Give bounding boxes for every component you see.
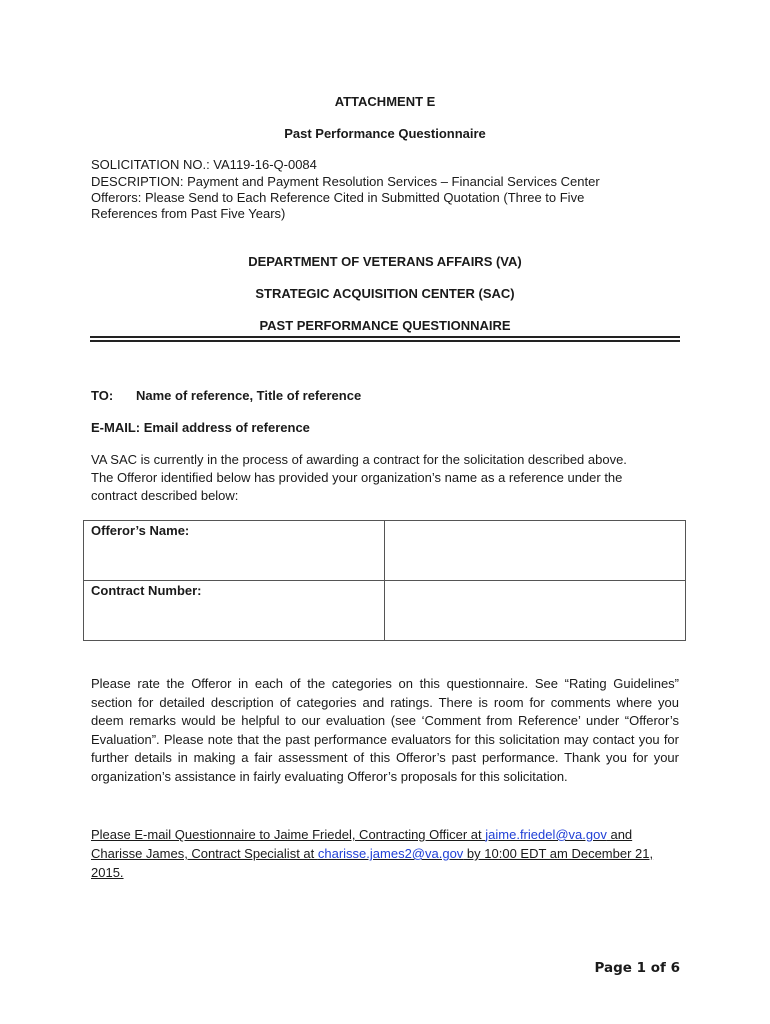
offerors-instruction-line-2: References from Past Five Years): [91, 206, 286, 221]
to-label: TO:: [91, 388, 114, 403]
offerors-instruction-line-1: Offerors: Please Send to Each Reference Cited in Submitted Quotation (Three to Five: [91, 190, 585, 205]
divider-top: [90, 336, 680, 338]
intro-line-1: VA SAC is currently in the process of awarding a contract for the solicitation described above.: [91, 452, 627, 467]
email-instructions-text-1: Please E-mail Questionnaire to Jaime Friedel, Contracting Officer at: [91, 827, 486, 842]
email-line: E-MAIL: Email address of reference: [91, 420, 310, 435]
email-instructions-text-2: and Charisse James, Contract Specialist at: [91, 827, 633, 861]
contract-number-field[interactable]: [385, 581, 686, 641]
questionnaire-title: PAST PERFORMANCE QUESTIONNAIRE: [259, 318, 511, 333]
intro-line-3: contract described below:: [91, 488, 239, 503]
rating-instructions: Please rate the Offeror in each of the categories on this questionnaire. See “Rating Guidelines” section for detailed description of categories and ratings. There is room for comments where you deem remarks would be helpful to our evaluation (see ‘Comment from Reference’ under “Offeror’s Evaluation”. Please note that the past performance evaluators for this solicitation may contact you for further details in making a fair assessment of this Offeror’s past performance. Thank you for your organization’s assistance in fairly evaluating Offeror’s proposals for this solicitation.: [91, 676, 679, 784]
table-row: [84, 521, 686, 581]
offeror-name-field[interactable]: [385, 521, 686, 581]
contracting-officer-email-link[interactable]: jaime.friedel@va.gov: [485, 827, 607, 842]
email-instructions: [91, 825, 679, 882]
divider-bottom: [90, 340, 680, 342]
solicitation-number: SOLICITATION NO.: VA119-16-Q-0084: [91, 157, 317, 172]
questionnaire-subtitle: Past Performance Questionnaire: [284, 126, 486, 141]
offeror-info-table: [83, 520, 686, 641]
contract-specialist-email-link[interactable]: charisse.james2@va.gov: [317, 846, 464, 861]
offeror-name-label: Offeror’s Name:: [84, 521, 385, 581]
intro-line-2: The Offeror identified below has provided your organization’s name as a reference under the: [91, 470, 623, 485]
table-row: [84, 581, 686, 641]
to-value: Name of reference, Title of reference: [136, 388, 362, 403]
email-instructions-text-3: by 10:00 EDT am December 21, 2015.: [91, 846, 654, 880]
contract-number-label: Contract Number:: [84, 581, 385, 641]
solicitation-description: DESCRIPTION: Payment and Payment Resolution Services – Financial Services Center: [91, 174, 600, 189]
acquisition-center-title: STRATEGIC ACQUISITION CENTER (SAC): [255, 286, 515, 301]
page-number: Page 1 of 6: [594, 960, 680, 976]
attachment-heading: ATTACHMENT E: [334, 94, 436, 109]
department-title: DEPARTMENT OF VETERANS AFFAIRS (VA): [248, 254, 522, 269]
